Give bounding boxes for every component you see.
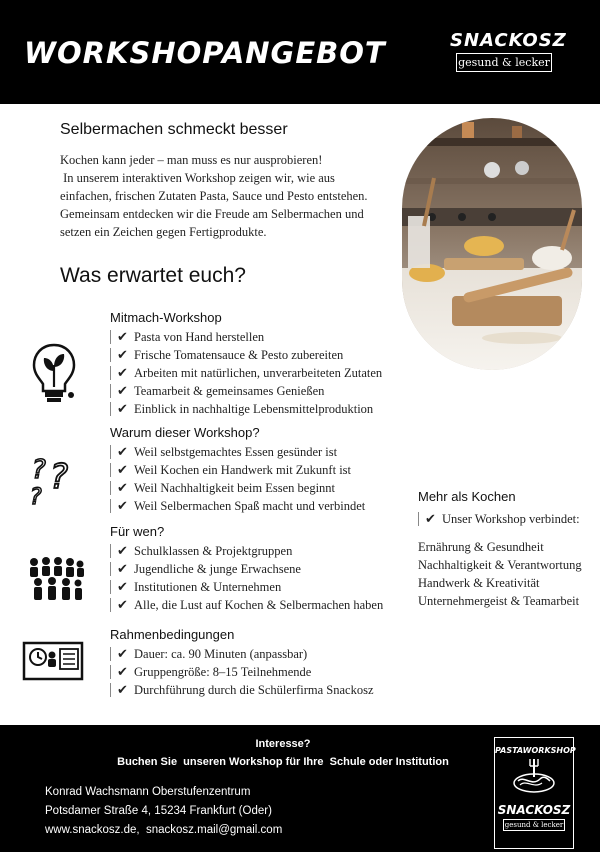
list-item: ✔ Teamarbeit & gemeinsames Genießen [110,382,382,400]
check-icon: ✔ [117,579,128,595]
check-icon: ✔ [117,401,128,417]
lightbulb-plant-icon [30,343,78,405]
section-mitmach [110,310,382,418]
list-item: Handwerk & Kreativität [418,576,540,590]
list-item: Ernährung & Gesundheit [418,540,544,554]
section-rahmen [110,627,374,699]
list-item: ✔ Arbeiten mit natürlichen, unverarbeiteten Zutaten [110,364,382,382]
footer-badge-logo [494,737,574,849]
intro-line: Gemeinsam entdecken wir die Freude am Selbermachen und [60,207,364,221]
svg-text:?: ? [30,485,42,508]
intro-line: einfachen, frischen Zutaten Pasta, Sauce und Pesto entstehen. [60,189,368,203]
expect-heading: Was erwartet euch? [60,264,246,287]
intro-text [60,151,380,241]
address-line: Konrad Wachsmann Oberstufenzentrum [45,786,251,798]
section-fuer-wen [110,524,383,614]
list-item: ✔ Jugendliche & junge Erwachsene [110,560,383,578]
footer [0,725,600,852]
page-title: WORKSHOPANGEBOT [24,36,386,70]
list-item: ✔ Alle, die Lust auf Kochen & Selbermachen haben [110,596,383,614]
check-icon: ✔ [117,498,128,514]
check-icon: ✔ [117,597,128,613]
address-line: Potsdamer Straße 4, 15234 Frankfurt (Oder) [45,805,272,817]
list-item: ✔ Schulklassen & Projektgruppen [110,542,383,560]
badge-name: SNACKOSZ [497,803,571,817]
check-icon: ✔ [117,682,128,698]
list-item: Unternehmergeist & Teamarbeit [418,594,580,608]
intro-line: setzen ein Zeichen gegen Fertigprodukte. [60,225,267,239]
intro-line: Kochen kann jeder – man muss es nur ausprobieren! [60,153,323,167]
check-icon: ✔ [117,664,128,680]
more-title: Mehr als Kochen [418,489,516,504]
list-item: Nachhaltigkeit & Verantwortung [418,558,582,572]
badge-tagline: gesund & lecker [504,821,564,829]
intro-line: In unserem interaktiven Workshop zeigen wir, wie aus [60,171,335,185]
check-icon: ✔ [117,543,128,559]
group-icon [26,556,84,602]
svg-text:?: ? [50,457,69,497]
check-icon: ✔ [117,329,128,345]
schedule-board-icon [22,641,84,683]
pasta-fork-icon [510,757,558,797]
section-title: Warum dieser Workshop? [110,425,260,440]
more-list [418,540,598,612]
list-item: ✔ Weil selbstgemachtes Essen gesünder ist [110,443,365,461]
list-item: ✔ Durchführung durch die Schülerfirma Snackosz [110,681,374,699]
section-title: Rahmenbedingungen [110,627,235,642]
footer-address [45,783,282,840]
brand-tagline: gesund & lecker [456,53,552,72]
check-icon: ✔ [117,365,128,381]
check-icon: ✔ [117,480,128,496]
header-bar [0,0,600,104]
list-item: ✔ Weil Selbermachen Spaß macht und verbindet [110,497,365,515]
list-item: ✔ Dauer: ca. 90 Minuten (anpassbar) [110,645,374,663]
contact-line[interactable]: www.snackosz.de, snackosz.mail@gmail.com [45,824,283,836]
list-item: ✔ Einblick in nachhaltige Lebensmittelproduktion [110,400,382,418]
brand-name: SNACKOSZ [450,30,567,51]
check-icon: ✔ [117,444,128,460]
question-marks-icon [28,448,80,508]
list-item: ✔ Institutionen & Unternehmen [110,578,383,596]
check-icon: ✔ [425,511,436,527]
kitchen-photo [402,118,582,370]
list-item: ✔ Weil Nachhaltigkeit beim Essen beginnt [110,479,365,497]
footer-cta: Buchen Sie unseren Workshop für Ihre Schule oder Institution [117,756,449,768]
check-icon: ✔ [117,383,128,399]
section-title: Mitmach-Workshop [110,310,222,325]
list-item: ✔ Frische Tomatensauce & Pesto zubereiten [110,346,382,364]
more-highlight: ✔ Unser Workshop verbindet: [418,510,598,528]
list-item: ✔ Gruppengröße: 8–15 Teilnehmende [110,663,374,681]
intro-heading: Selbermachen schmeckt besser [60,121,288,138]
badge-top: PASTAWORKSHOP [495,746,576,755]
check-icon: ✔ [117,347,128,363]
section-warum [110,425,365,515]
footer-interest: Interesse? [255,738,311,750]
check-icon: ✔ [117,646,128,662]
svg-text:?: ? [32,455,46,485]
list-item: ✔ Weil Kochen ein Handwerk mit Zukunft ist [110,461,365,479]
check-icon: ✔ [117,561,128,577]
section-title: Für wen? [110,524,165,539]
check-icon: ✔ [117,462,128,478]
brand-logo [450,30,567,72]
more-than-cooking [418,489,598,612]
list-item: ✔ Pasta von Hand herstellen [110,328,382,346]
